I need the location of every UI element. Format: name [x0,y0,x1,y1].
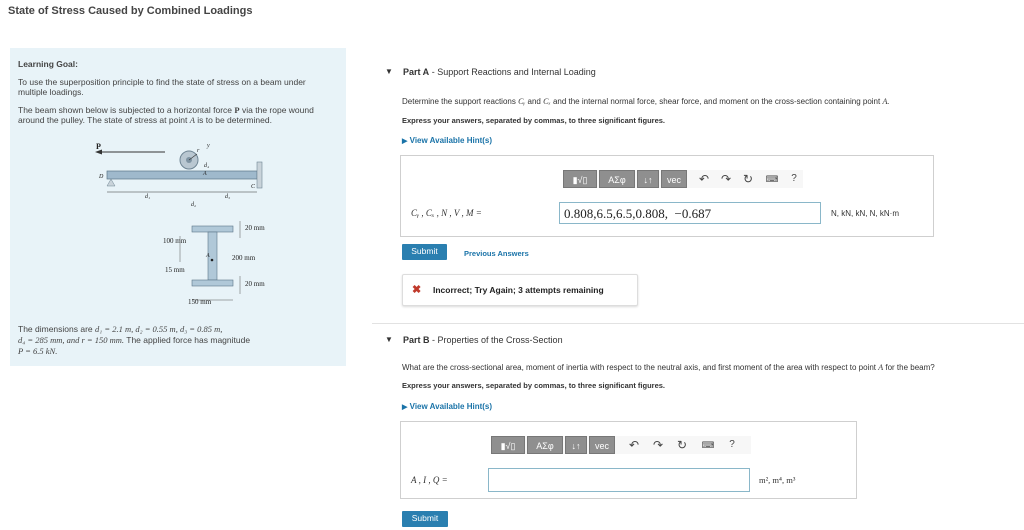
keyboard-icon[interactable]: ⌨ [765,174,779,184]
dimensions-line: The dimensions are d₁ = 2.1 m, d₂ = 0.55 m, d₃ = 0.85 m, [18,324,223,334]
dim-width: 150 mm [188,298,212,306]
section-label-a: A [206,253,210,259]
part-b-question: What are the cross-sectional area, moment of inertia with respect to the neutral axis, and first moment of the area with respect to point A for the beam? [402,363,935,372]
part-a-title[interactable]: Part A - Support Reactions and Internal Loading [403,67,596,77]
reset-icon[interactable]: ↻ [742,172,754,186]
greek-button[interactable]: ΑΣφ [527,436,563,454]
goal-text-line: multiple loadings. [18,87,84,97]
learning-goal-panel [10,48,346,366]
greek-button[interactable]: ΑΣφ [599,170,635,188]
part-a-question: Determine the support reactions Cᵧ and Cₓ and the internal normal force, shear force, and moment on the cross-section containing point A. [402,97,890,106]
feedback-text: Incorrect; Try Again; 3 attempts remaining [433,285,604,295]
part-b-answer-box [400,421,857,499]
error-icon: ✖ [412,284,422,296]
part-b-instruction: Express your answers, separated by commas, to three significant figures. [402,381,666,390]
bottom-flange [192,280,233,286]
label-a: A [203,171,207,177]
part-a-hint-link[interactable]: ▶ View Available Hint(s) [402,136,493,145]
part-b-hint-link[interactable]: ▶ View Available Hint(s) [402,402,493,411]
reset-icon[interactable]: ↻ [676,438,688,452]
templates-button[interactable]: ▮√▯ [563,170,597,188]
cross-section-figure [145,216,285,311]
vec-button[interactable]: vec [589,436,615,454]
label-d2: d₂ [191,202,197,208]
part-a-submit-button[interactable]: Submit [402,244,447,260]
part-a-collapse-icon[interactable]: ▼ [385,67,393,76]
goal-text-line: around the pulley. The state of stress at point A is to be determined. [18,115,272,125]
beam [107,171,257,179]
learning-goal-heading: Learning Goal: [18,59,78,69]
expand-arrow-icon: ▶ [402,138,408,145]
part-b-title[interactable]: Part B - Properties of the Cross-Section [403,335,563,345]
label-d: D [99,174,104,180]
templates-button[interactable]: ▮√▯ [491,436,525,454]
part-a-instruction: Express your answers, separated by commas, to three significant figures. [402,116,666,125]
part-a-units: N, kN, kN, N, kN·m [831,209,899,218]
label-p: P [96,142,101,151]
label-d1: d₁ [145,194,151,200]
part-a-toolbar [563,170,803,188]
dimensions-line: P = 6.5 kN. [18,346,58,356]
part-divider [372,323,1024,324]
label-y: y [207,143,210,149]
undo-icon[interactable]: ↶ [698,172,710,186]
arrows-button[interactable]: ↓↑ [565,436,587,454]
dim-web: 200 mm [232,254,256,262]
expand-arrow-icon: ▶ [402,404,408,411]
dimensions-line: d₄ = 285 mm, and r = 150 mm. The applied force has magnitude [18,335,251,345]
help-button[interactable]: ? [729,439,735,450]
dim-top-flange: 20 mm [245,224,265,232]
goal-text-line: To use the superposition principle to find the state of stress on a beam under [18,77,306,87]
part-b-collapse-icon[interactable]: ▼ [385,335,393,344]
redo-icon[interactable]: ↷ [720,172,732,186]
previous-answers-link[interactable]: Previous Answers [464,249,529,258]
dim-height: 100 mm [163,237,187,245]
label-d3: d₃ [225,194,231,200]
part-b-answer-input[interactable] [488,468,750,492]
part-b-submit-button[interactable]: Submit [402,511,448,527]
part-a-variables: Cᵧ , Cₓ , N , V , M = [411,208,482,218]
redo-icon[interactable]: ↷ [652,438,664,452]
page-title: State of Stress Caused by Combined Loadings [8,5,253,17]
feedback-box [402,274,638,306]
support-wall [257,162,262,188]
part-b-toolbar [491,436,751,454]
beam-figure [85,140,285,212]
top-flange [192,226,233,232]
goal-text-line: The beam shown below is subjected to a horizontal force P via the rope wound [18,105,314,115]
label-c: C [251,184,256,190]
undo-icon[interactable]: ↶ [628,438,640,452]
point-a [211,259,214,262]
help-button[interactable]: ? [791,173,797,184]
dim-offset: 15 mm [165,266,185,274]
part-a-answer-input[interactable]: 0.808,6.5,6.5,0.808, −0.687 [559,202,821,224]
part-b-variables: A , I , Q = [411,475,448,485]
part-a-answer-box [400,155,934,237]
label-r: r [197,148,200,154]
part-b-units: m², m⁴, m³ [759,475,796,485]
arrows-button[interactable]: ↓↑ [637,170,659,188]
vec-button[interactable]: vec [661,170,687,188]
pin-support [107,179,115,186]
label-d4: d₄ [204,163,210,169]
dim-bottom-flange: 20 mm [245,280,265,288]
keyboard-icon[interactable]: ⌨ [701,440,715,450]
